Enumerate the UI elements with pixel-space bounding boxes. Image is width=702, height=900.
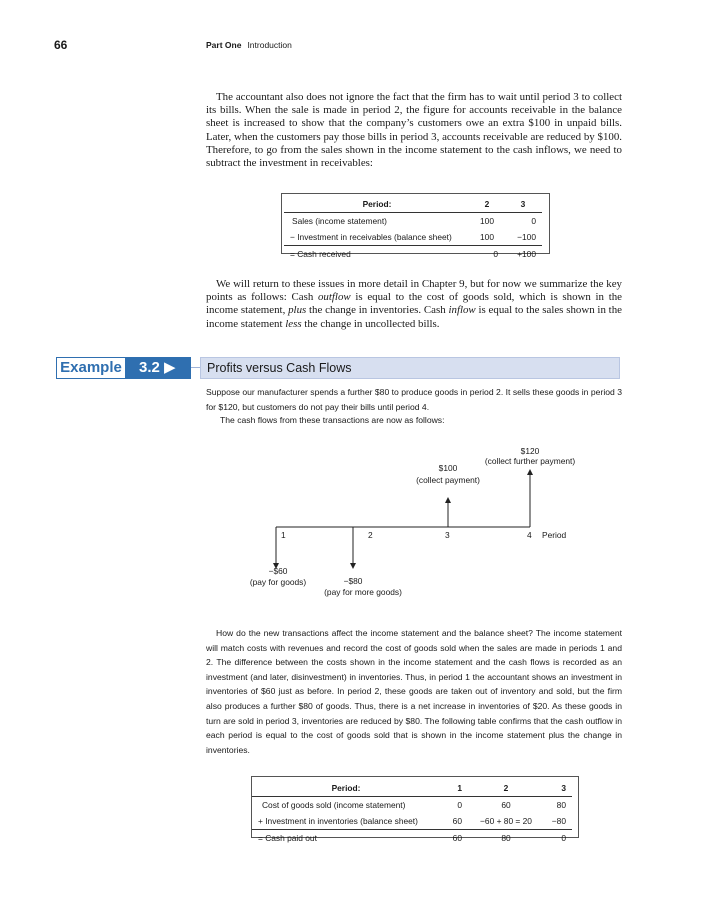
table-header-cell: 3 bbox=[544, 780, 572, 797]
flow-note: (pay for more goods) bbox=[324, 587, 402, 597]
running-head-section: Introduction bbox=[247, 40, 292, 50]
table-cell: + Investment in inventories (balance sheet) bbox=[252, 813, 440, 830]
example-tag: Example bbox=[56, 357, 126, 379]
table-header-cell: 3 bbox=[504, 196, 542, 213]
flow-amount: $120 bbox=[520, 446, 540, 456]
example-paragraph-2: The cash flows from these transactions are now as follows: bbox=[220, 415, 445, 425]
page-number: 66 bbox=[54, 38, 68, 52]
flow-amount: −$80 bbox=[343, 576, 363, 586]
timeline-period-label: 4 bbox=[527, 530, 532, 540]
table-cell: 60 bbox=[440, 813, 468, 830]
table-cell: 60 bbox=[452, 833, 462, 843]
analysis-paragraph: How do the new transactions affect the income statement and the balance sheet? The income statement will match costs with revenues and record the cost of goods sold when the sales are made in periods 1 and 2. The difference between the costs shown in the income statement and the cash flows is recorded as an investment (and later, disinvestment) in inventories. Thus, in period 1 the accountant shows an investment in inventories of $60 just as before. In period 2, these goods are taken out of inventory and sold, but the firm also produces a further $80 of goods. Thus, there is a net increase in inventories of $20. As these goods in turn are sold in period 3, inventories are reduced by $80. The following table confirms that the cash outflow in each period is equal to the cost of goods sold that is shown in the income statement plus the change in inventories. bbox=[206, 628, 622, 755]
table-row bbox=[252, 830, 572, 847]
table-cell: −80 bbox=[544, 813, 572, 830]
table-header-cell: 2 bbox=[468, 780, 544, 797]
table-cell: +100 bbox=[517, 249, 536, 259]
table-cell: 0 bbox=[531, 216, 536, 226]
example-title: Profits versus Cash Flows bbox=[200, 357, 620, 379]
table-cell: Cost of goods sold (income statement) bbox=[262, 800, 406, 810]
flow-note: (collect payment) bbox=[416, 475, 480, 485]
running-head-part: Part One bbox=[206, 40, 242, 50]
table-header-cell: 1 bbox=[440, 780, 468, 797]
table-header-cell: 2 bbox=[470, 196, 504, 213]
flow-amount: −$60 bbox=[268, 566, 288, 576]
table-cell: 80 bbox=[501, 833, 511, 843]
table-cell: 0 bbox=[561, 833, 566, 843]
summary-paragraph: We will return to these issues in more detail in Chapter 9, but for now we summarize the key points as follows: Cash outflow is equal to the cost of goods sold, which is shown in the income statement, plus the change in inventories. Cash inflow is equal to the sales shown in the income statement less the change in uncollected bills. bbox=[206, 278, 622, 330]
timeline-period-label: 2 bbox=[368, 530, 373, 540]
inventories-table bbox=[252, 780, 572, 846]
table-cell: = Cash received bbox=[290, 249, 351, 259]
flow-note: (pay for goods) bbox=[249, 577, 307, 587]
table-header-cell: Period: bbox=[252, 780, 440, 797]
timeline-period-label: 1 bbox=[281, 530, 286, 540]
timeline-period-word: Period bbox=[542, 530, 567, 540]
flow-note: (collect further payment) bbox=[484, 456, 576, 466]
table-cell: 100 bbox=[480, 216, 494, 226]
table-cell: 60 bbox=[501, 800, 511, 810]
table-row bbox=[252, 813, 572, 830]
timeline-period-label: 3 bbox=[445, 530, 450, 540]
table-cell: −60 + 80 = 20 bbox=[468, 813, 544, 830]
flow-amount: $100 bbox=[438, 463, 458, 473]
table-cell: Sales (income statement) bbox=[292, 216, 387, 226]
table-cell: 0 bbox=[457, 800, 462, 810]
table-cell: 80 bbox=[556, 800, 566, 810]
table-header-cell: Period: bbox=[284, 196, 470, 213]
table-row bbox=[252, 797, 572, 814]
intro-paragraph: The accountant also does not ignore the fact that the firm has to wait until period 3 to collect its bills. When the sale is made in period 2, the figure for accounts receivable in the balance sheet is increased to show that the company’s customers owe an extra $100 in unpaid bills. Later, when the customers pay those bills in period 3, accounts receivable are reduced by $100. Therefore, to go from the sales shown in the income statement to the cash inflows, we need to subtract the investment in receivables: bbox=[206, 91, 622, 170]
example-paragraph: Suppose our manufacturer spends a further $80 to produce goods in period 2. It sells these goods in period 3 for $120, but customers do not pay their bills until period 4. bbox=[206, 387, 622, 412]
table-cell: = Cash paid out bbox=[258, 833, 317, 843]
table-cell: 100 bbox=[470, 229, 504, 246]
table-header-row bbox=[252, 780, 572, 797]
table-cell: 0 bbox=[493, 249, 498, 259]
example-number: 3.2 ▶ bbox=[126, 357, 191, 379]
table-cell: − Investment in receivables (balance sheet) bbox=[284, 229, 470, 246]
table-cell: −100 bbox=[504, 229, 542, 246]
